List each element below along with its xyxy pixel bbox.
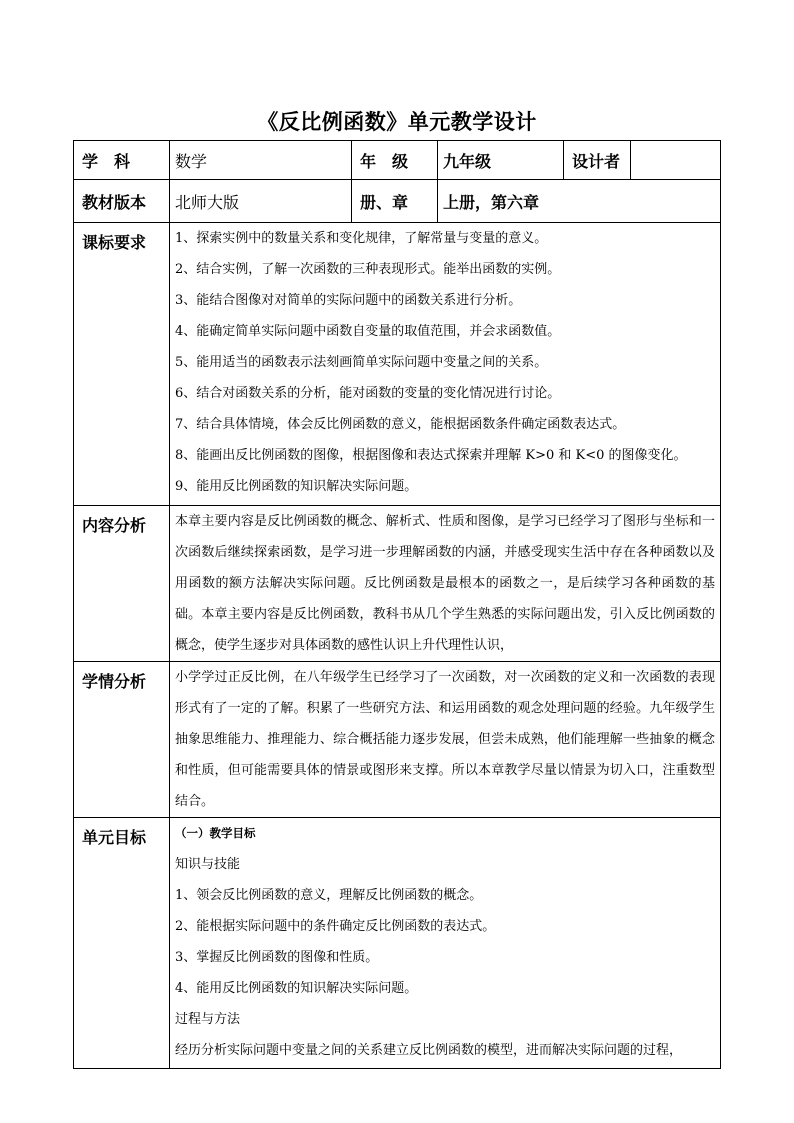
knowledge-skills-heading: 知识与技能 [175,857,241,872]
process-method-heading: 过程与方法 [175,1012,241,1027]
curriculum-item: 7、结合具体情境，体会反比例函数的意义，能根据函数条件确定函数表达式。 [175,417,626,432]
unit-goal-item: 1、领会反比例函数的意义，理解反比例函数的概念。 [175,888,483,903]
design-table [73,140,721,1069]
curriculum-item: 6、结合对函数关系的分析，能对函数的变量的变化情况进行讨论。 [175,386,561,401]
unit-goals-row [74,818,721,1069]
curriculum-item: 3、能结合图像对对简单的实际问题中的函数关系进行分析。 [175,293,522,308]
unit-goals-label: 单元目标 [74,818,170,1069]
header-row-subject [74,141,721,180]
header-row-edition [74,180,721,223]
subject-label: 学 科 [74,141,170,180]
student-analysis-label: 学情分析 [74,662,170,818]
curriculum-content [170,223,721,506]
edition-label: 教材版本 [74,180,170,223]
student-analysis-row [74,662,721,818]
content-analysis-text: 本章主要内容是反比例函数的概念、解析式、性质和图像，是学习已经学习了图形与坐标和一次函数后继续探索函数，是学习进一步理解函数的内涵，并感受现实生活中存在各种函数以及用函数的额方法解决实际问题。反比例函数是最根本的函数之一，是后续学习各种函数的基础。本章主要内容是反比例函数，教科书从几个学生熟悉的实际问题出发，引入反比例函数的概念，使学生逐步对具体函数的感性认识上升代理性认识， [175,514,715,653]
unit-goal-item: 3、掌握反比例函数的图像和性质。 [175,950,379,965]
unit-goals-content [170,818,721,1069]
document-title: 《反比例函数》单元教学设计 [257,109,537,134]
student-analysis-text: 小学学过正反比例，在八年级学生已经学习了一次函数，对一次函数的定义和一次函数的表现形式有了一定的了解。积累了一些研究方法、和运用函数的观念处理问题的经验。九年级学生抽象思维能力、推理能力、综合概括能力逐步发展，但尝未成熟，他们能理解一些抽象的概念和性质，但可能需要具体的情景或图形来支撑。所以本章教学尽量以情景为切入口，注重数型结合。 [175,670,715,809]
curriculum-item: 2、结合实例，了解一次函数的三种表现形式。能举出函数的实例。 [175,262,561,277]
edition-value: 北师大版 [170,180,352,223]
designer-value [631,141,721,180]
subject-value: 数学 [170,141,352,180]
curriculum-label: 课标要求 [74,223,170,506]
content-analysis-row [74,506,721,662]
curriculum-item: 9、能用反比例函数的知识解决实际问题。 [175,479,418,494]
content-analysis-label: 内容分析 [74,506,170,662]
volume-label: 册、章 [352,180,438,223]
curriculum-row [74,223,721,506]
designer-label: 设计者 [564,141,631,180]
unit-goal-item: 2、能根据实际问题中的条件确定反比例函数的表达式。 [175,919,496,934]
volume-value: 上册，第六章 [438,180,721,223]
teaching-goals-subheading: （一）教学目标 [175,826,256,840]
curriculum-item: 4、能确定简单实际问题中函数自变量的取值范围，并会求函数值。 [175,324,561,339]
unit-goal-item: 4、能用反比例函数的知识解决实际问题。 [175,981,418,996]
curriculum-item: 8、能画出反比例函数的图像，根据图像和表达式探索并理解 K>0 和 K<0 的图像变化。 [175,448,687,463]
curriculum-item: 5、能用适当的函数表示法刻画简单实际问题中变量之间的关系。 [175,355,548,370]
grade-label: 年 级 [352,141,438,180]
curriculum-item: 1、探索实例中的数量关系和变化规律，了解常量与变量的意义。 [175,231,548,246]
grade-value: 九年级 [438,141,564,180]
process-method-text: 经历分析实际问题中变量之间的关系建立反比例函数的模型，进而解决实际问题的过程， [175,1043,683,1058]
